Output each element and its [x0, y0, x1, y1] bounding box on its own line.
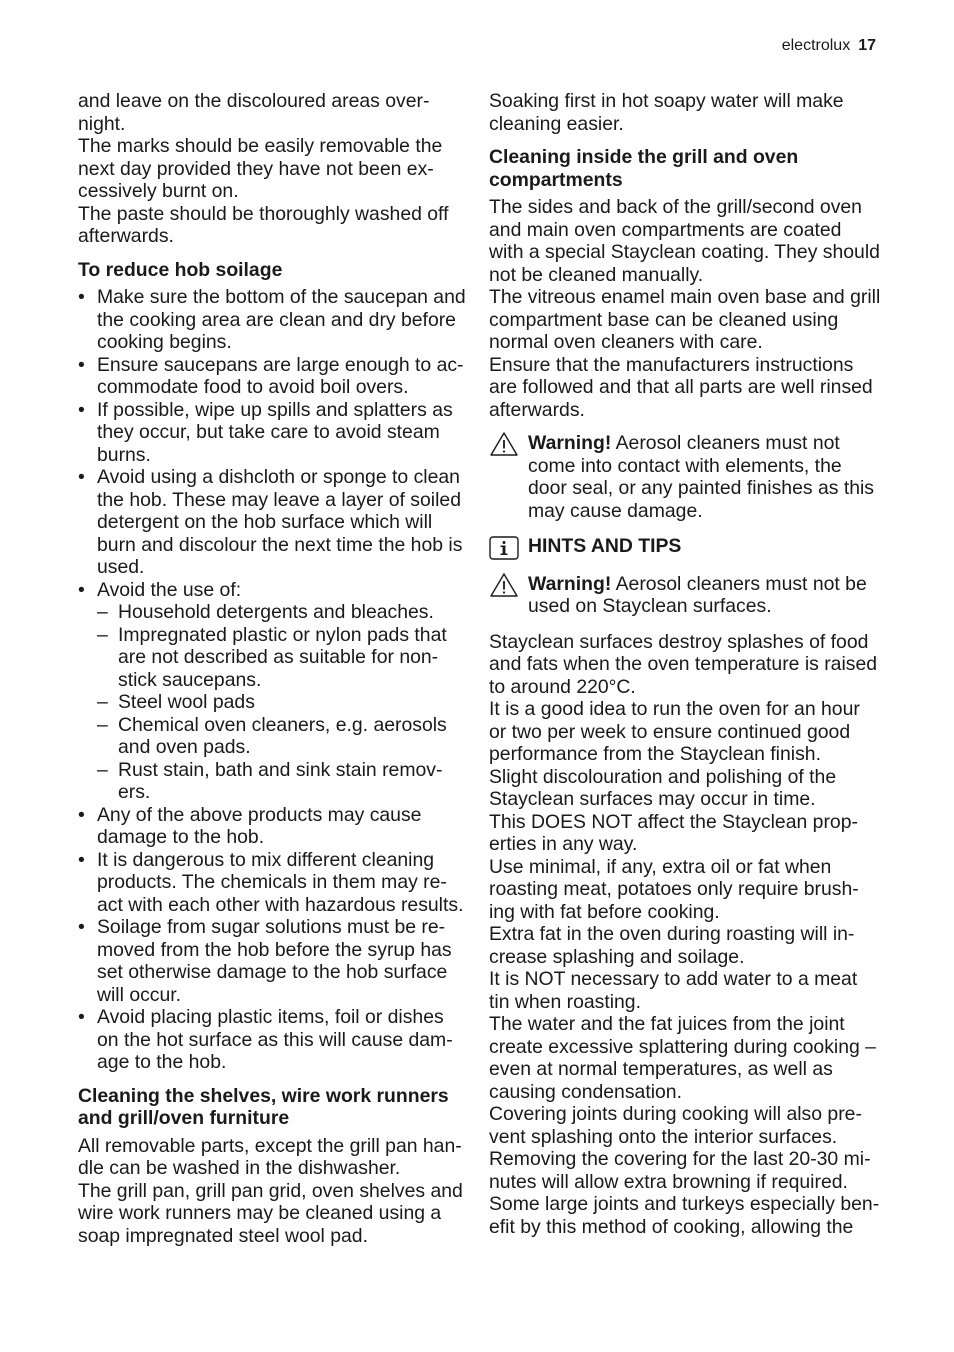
tips-line: Covering joints during cooking will also pre-vent splashing onto the interior surfaces.	[489, 1103, 862, 1148]
warning-triangle-icon	[489, 573, 519, 597]
page-header	[782, 35, 876, 57]
list-item: • If possible, wipe up spills and splatters as they occur, but take care to avoid steam burns.	[78, 399, 466, 467]
warning-triangle-icon	[489, 432, 519, 456]
sublist-item: – Impregnated plastic or nylon pads that are not described as suitable for non-stick saucepans.	[97, 624, 466, 692]
list-item: • Ensure saucepans are large enough to ac-commodate food to avoid boil overs.	[78, 354, 466, 399]
intro-line: The paste should be thoroughly washed off afterwards.	[78, 202, 449, 247]
inside-line: Ensure that the manufacturers instructions are followed and that all parts are well rinsed afterwards.	[489, 353, 873, 421]
tips-line: Extra fat in the oven during roasting will in-crease splashing and soilage.	[489, 923, 855, 968]
tips-line: Use minimal, if any, extra oil or fat when roasting meat, potatoes only require brush-ing with fat before cooking.	[489, 855, 859, 923]
sublist-item: – Chemical oven cleaners, e.g. aerosols and oven pads.	[97, 714, 466, 759]
warning-notice	[489, 432, 881, 522]
list-item: • Any of the above products may cause damage to the hob.	[78, 804, 466, 849]
list-item: • Make sure the bottom of the saucepan and the cooking area are clean and dry before cooking begins.	[78, 286, 466, 354]
info-icon	[489, 536, 519, 560]
inside-cleaning-text	[489, 196, 881, 421]
inside-cleaning-heading: Cleaning inside the grill and oven compartments	[489, 146, 799, 191]
shelves-line: All removable parts, except the grill pan han-dle can be washed in the dishwasher.	[78, 1134, 462, 1179]
hints-header	[489, 535, 881, 558]
tips-line: Slight discolouration and polishing of the Stayclean surfaces may occur in time.	[489, 765, 837, 810]
warning-label: Warning!	[528, 572, 612, 595]
tips-line: Removing the covering for the last 20-30 mi-nutes will allow extra browning if required.	[489, 1148, 871, 1193]
hints-title: HINTS AND TIPS	[528, 535, 682, 557]
list-item: • It is dangerous to mix different cleaning products. The chemicals in them may re-act with each other with hazardous results.	[78, 849, 466, 917]
sublist-item: – Household detergents and bleaches.	[97, 601, 466, 624]
list-item: • Avoid placing plastic items, foil or dishes on the hot surface as this will cause dam-age to the hob.	[78, 1006, 466, 1074]
tips-line: Stayclean surfaces destroy splashes of food and fats when the oven temperature is raised to around 220°C.	[489, 630, 878, 698]
hob-soilage-heading: To reduce hob soilage	[78, 258, 283, 281]
shelves-line: The grill pan, grill pan grid, oven shelves and wire work runners may be cleaned using a soap impregnated steel wool pad.	[78, 1179, 463, 1247]
tips-line: It is NOT necessary to add water to a meat tin when roasting.	[489, 968, 858, 1013]
page-number: 17	[858, 37, 876, 54]
inside-line: The vitreous enamel main oven base and grill compartment base can be cleaned using normal oven cleaners with care.	[489, 286, 881, 353]
tips-text	[489, 631, 881, 1239]
intro-line: The marks should be easily removable the next day provided they have not been ex-cessively burnt on.	[78, 135, 443, 202]
tips-line: This DOES NOT affect the Stayclean prop-erties in any way.	[489, 810, 858, 855]
tips-line: Some large joints and turkeys especially ben-efit by this method of cooking, allowing the	[489, 1193, 880, 1238]
tips-line: It is a good idea to run the oven for an hour or two per week to ensure continued good performance from the Stayclean finish.	[489, 698, 860, 765]
intro-line: and leave on the discoloured areas over-night.	[78, 90, 430, 135]
list-item: • Soilage from sugar solutions must be re-moved from the hob before the syrup has set otherwise damage to the hob surface will occur.	[78, 916, 466, 1006]
warning-label: Warning!	[528, 432, 612, 454]
inside-line: The sides and back of the grill/second oven and main oven compartments are coated with a special Stayclean coating. They should not be cleaned manually.	[489, 196, 880, 286]
avoid-sublist	[97, 601, 466, 804]
avoid-label: Avoid the use of:	[97, 578, 242, 601]
list-item: • Avoid using a dishcloth or sponge to clean the hob. These may leave a layer of soiled detergent on the hob surface which will burn and discolour the next time the hob is used.	[78, 466, 466, 579]
sublist-item: – Steel wool pads	[97, 691, 466, 714]
warning-notice	[489, 573, 881, 618]
shelves-heading: Cleaning the shelves, wire work runners and grill/oven furniture	[78, 1084, 449, 1129]
shelves-text	[78, 1135, 466, 1248]
warning-text: Aerosol cleaners must not be used on Stayclean surfaces.	[528, 572, 867, 617]
left-column	[78, 90, 466, 1258]
sublist-item: – Rust stain, bath and sink stain remov-ers.	[97, 759, 466, 804]
list-item	[78, 579, 466, 804]
tips-line: The water and the fat juices from the joint create excessive splattering during cooking – even at normal temperatures, as well as causing condensation.	[489, 1013, 876, 1103]
brand-name: electrolux	[781, 37, 851, 54]
hob-soilage-list	[78, 286, 466, 1074]
warning-text: Aerosol cleaners must not come into contact with elements, the door seal, or any painted finishes as this may cause damage.	[528, 432, 875, 522]
intro-text	[78, 90, 466, 248]
right-column	[489, 90, 881, 1249]
soak-text: Soaking first in hot soapy water will make cleaning easier.	[489, 90, 844, 135]
